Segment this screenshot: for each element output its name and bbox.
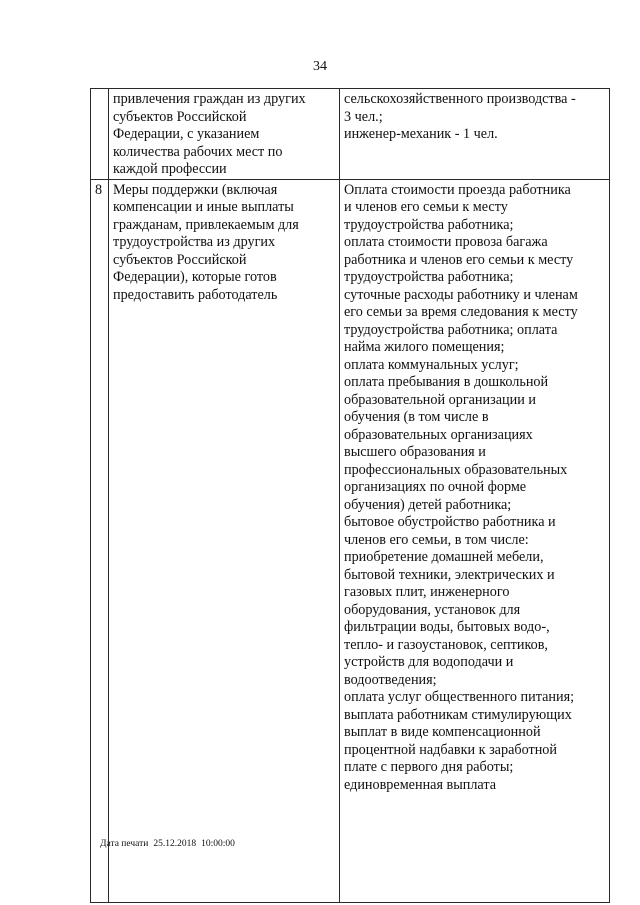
- print-date-label: Дата печати: [100, 839, 149, 849]
- value-line: выплат в виде компенсационной: [344, 724, 541, 740]
- value-line: устройств для водоподачи и: [344, 654, 514, 670]
- value-cell: [340, 179, 610, 902]
- description-line: каждой профессии: [113, 161, 227, 177]
- print-date-footer: [100, 838, 240, 850]
- value-line: единовременная выплата: [344, 776, 497, 793]
- value-line: образовательных организациях: [344, 426, 533, 443]
- value-line: профессиональных образовательных: [344, 461, 568, 478]
- value-line: фильтрации воды, бытовых водо-,: [344, 619, 550, 635]
- value-line: оплата коммунальных услуг;: [344, 356, 519, 373]
- value-line: процентной надбавки к заработной: [344, 741, 557, 758]
- value-line: 3 чел.;: [344, 108, 383, 125]
- value-line: оплата пребывания в дошкольной: [344, 374, 549, 390]
- value-line: Оплата стоимости проезда работника: [344, 181, 571, 198]
- row-number-cell: [91, 89, 109, 180]
- value-cell: [340, 89, 610, 180]
- value-line: высшего образования и: [344, 444, 486, 460]
- value-line: инженер-механик - 1 чел.: [344, 126, 498, 142]
- value-line: газовых плит, инженерного: [344, 584, 510, 600]
- description-line: Федерации), которые готов: [113, 269, 277, 285]
- value-line: трудоустройства работника;: [344, 216, 514, 233]
- print-time-value: 10:00:00: [201, 839, 235, 849]
- value-line: образовательной организации и: [344, 391, 536, 408]
- description-line: гражданам, привлекаемым для: [113, 216, 299, 233]
- value-line: суточные расходы работнику и членам: [344, 286, 578, 303]
- value-line: плате с первого дня работы;: [344, 759, 514, 775]
- value-line: найма жилого помещения;: [344, 339, 505, 355]
- value-line: сельскохозяйственного производства -: [344, 91, 576, 107]
- requirements-table: [90, 88, 610, 903]
- description-line: предоставить работодатель: [113, 286, 278, 303]
- page-number: 34: [313, 59, 327, 74]
- description-line: субъектов Российской: [113, 251, 247, 268]
- value-line: бытовой техники, электрических и: [344, 566, 555, 583]
- description-line: Меры поддержки (включая: [113, 181, 278, 198]
- description-line: компенсации и иные выплаты: [113, 199, 294, 215]
- row-number-cell: 8: [91, 179, 109, 902]
- value-line: его семьи за время следования к месту: [344, 304, 578, 320]
- value-line: организациях по очной форме: [344, 479, 527, 495]
- value-line: водоотведения;: [344, 671, 437, 688]
- value-line: работника и членов его семьи к месту: [344, 251, 574, 268]
- value-line: членов его семьи, в том числе:: [344, 531, 529, 548]
- value-line: выплата работникам стимулирующих: [344, 706, 572, 723]
- value-line: приобретение домашней мебели,: [344, 549, 544, 565]
- description-line: трудоустройства из других: [113, 234, 276, 250]
- table-row-8: [91, 179, 610, 902]
- description-line: количества рабочих мест по: [113, 143, 283, 160]
- value-line: оплата стоимости провоза багажа: [344, 234, 548, 250]
- value-line: и членов его семьи к месту: [344, 199, 508, 215]
- description-cell: [109, 179, 340, 902]
- description-cell: [109, 89, 340, 180]
- value-line: трудоустройства работника; оплата: [344, 321, 558, 338]
- value-line: бытовое обустройство работника и: [344, 514, 556, 530]
- value-line: оборудования, установок для: [344, 601, 521, 618]
- value-line: тепло- и газоустановок, септиков,: [344, 636, 548, 653]
- value-line: обучения) детей работника;: [344, 496, 512, 513]
- value-line: обучения (в том числе в: [344, 409, 489, 425]
- value-line: трудоустройства работника;: [344, 269, 514, 285]
- table-row-continuation: [91, 89, 610, 180]
- value-line: оплата услуг общественного питания;: [344, 689, 575, 705]
- print-date-value: 25.12.2018: [153, 839, 197, 849]
- description-line: Федерации, с указанием: [113, 126, 260, 142]
- description-line: субъектов Российской: [113, 108, 247, 125]
- description-line: привлечения граждан из других: [113, 91, 306, 107]
